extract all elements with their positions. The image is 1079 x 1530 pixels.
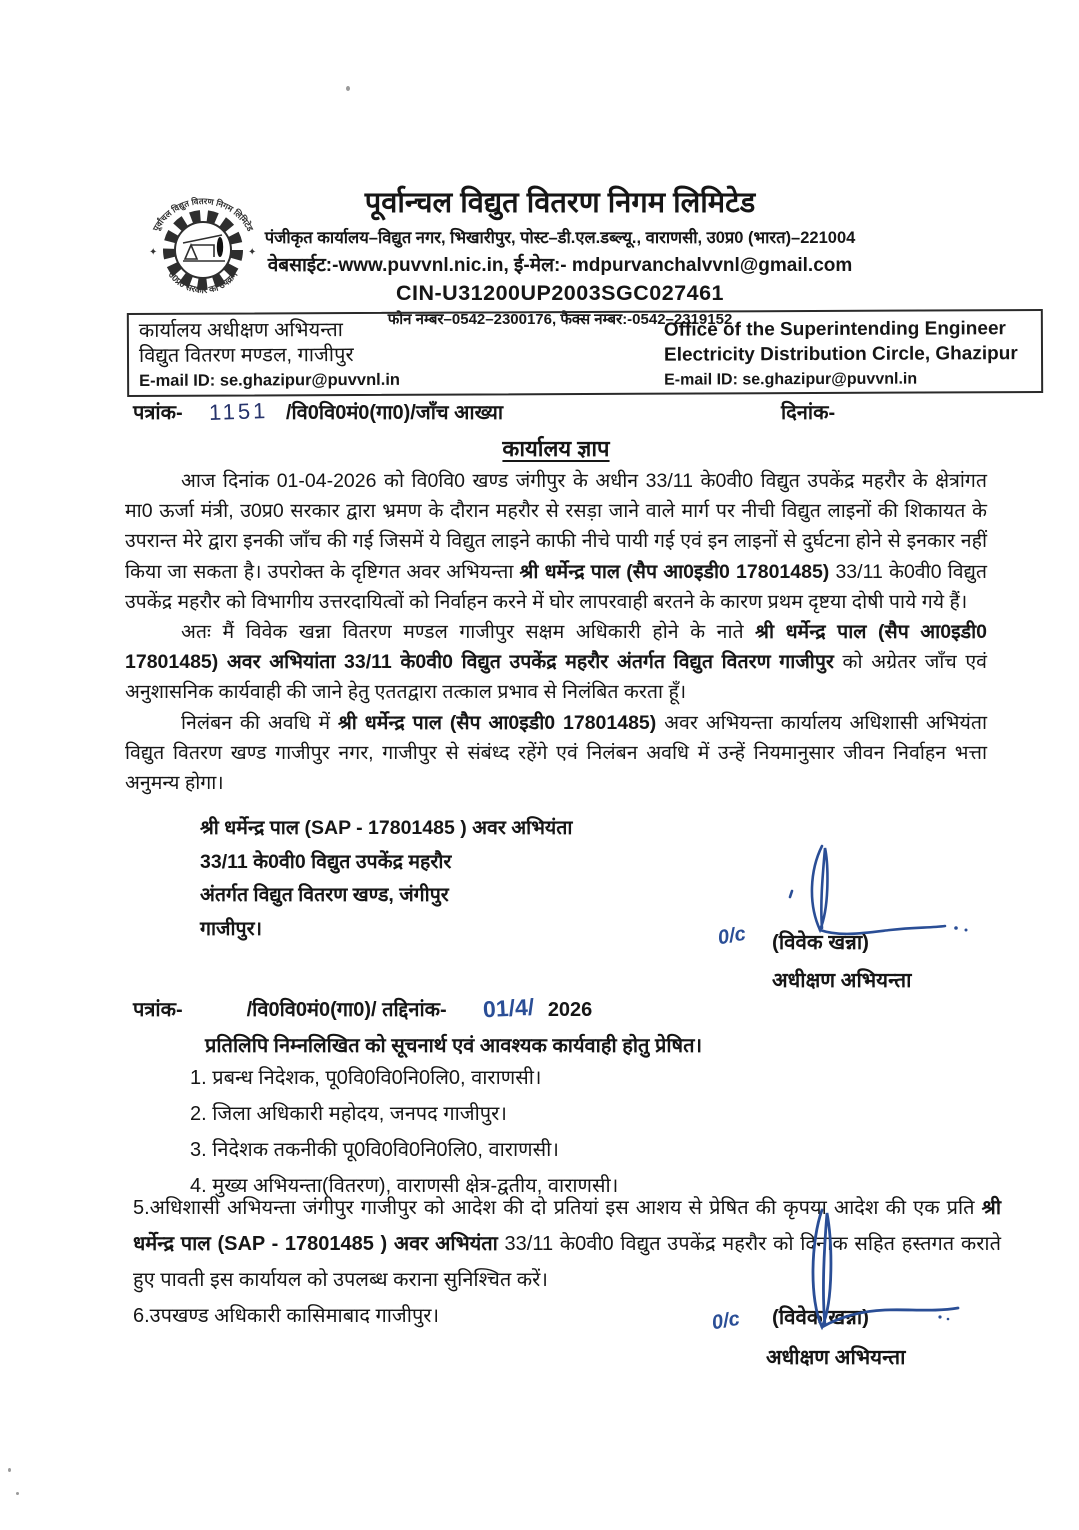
- paragraph-3-tail: अवर अभियन्ता कार्यालय अधिशासी अभियंता विद्युत वितरण खण्ड गाजीपुर नगर, गाजीपुर से संबंध्द रहेंगे एवं निलंबन अवधि में उन्हें नियमानुसार जीवन निर्वाहन भत्ता अनुमन्य होगा।: [125, 711, 987, 795]
- phone-fax-line: फोन नम्बर–0542–2300176, फैक्स नम्बर:-0542–2319152: [387, 311, 733, 328]
- office-info-box: [127, 309, 1043, 397]
- letter-number-handwritten: 1151: [208, 397, 269, 426]
- cc-item-3: 3. निदेशक तकनीकी पू0वि0वि0नि0लि0, वाराणसी।: [190, 1139, 559, 1161]
- office-hindi-line2: विद्युत वितरण मण्डल, गाजीपुर: [138, 344, 354, 367]
- paragraph-2: [125, 617, 987, 708]
- paragraph-3: [125, 708, 987, 799]
- cc-item-5-officer-bold: श्री धर्मेन्द्र पाल (SAP - 17801485 ) अवर अभियंता: [133, 1197, 1001, 1255]
- office-hindi-email: E-mail ID: se.ghazipur@puvvnl.in: [139, 370, 401, 390]
- letter-ref-label: पत्रांक-: [133, 402, 183, 424]
- copy-intro-line: प्रतिलिपि निम्नलिखित को सूचनार्थ एवं आवश्यक कार्यवाही होतु प्रेषित।: [205, 1035, 703, 1057]
- office-info-english: [664, 316, 1018, 393]
- copy-date-handwritten: 01/4/: [481, 993, 535, 1023]
- office-english-line1: Office of the Superintending Engineer: [663, 318, 1006, 341]
- suspended-officer-block: [200, 812, 572, 946]
- officer-name-bold-2: श्री धर्मेन्द्र पाल (सैप आ0इडी0 17801485) अवर अभियांता 33/11 के0वी0 विद्युत उपकेंद्र महरौर अंतर्गत विद्युत वितरण गाजीपुर: [125, 621, 987, 674]
- signature-icon-lower: [700, 1205, 1000, 1335]
- cc-item-1: 1. प्रबन्ध निदेशक, पू0वि0वि0नि0लि0, वाराणसी।: [190, 1067, 542, 1089]
- memo-title: कार्यालय ज्ञाप: [502, 436, 610, 461]
- cc-item-2: 2. जिला अधिकारी महोदय, जनपद गाजीपुर।: [190, 1103, 507, 1125]
- signatory-designation-upper: अधीक्षण अभियन्ता: [772, 969, 912, 992]
- signature-icon: [770, 840, 1000, 940]
- officer-name-bold: श्री धर्मेन्द्र पाल (सैप आ0इडी0 17801485): [519, 560, 830, 583]
- seal-star-right: ✦: [248, 247, 257, 258]
- officer-line-4: गाजीपुर।: [200, 917, 262, 940]
- signatory-name-lower: (विवेक खन्ना): [772, 1306, 869, 1329]
- cc-list: [190, 1060, 618, 1204]
- officer-line-3: अंतर्गत विद्युत वितरण खण्ड, जंगीपुर: [200, 884, 449, 906]
- paragraph-1: [125, 466, 987, 617]
- website-email-line: वेबसाईट:-www.puvvnl.nic.in, ई-मेल:- mdpurvanchalvvnl@gmail.com: [267, 255, 853, 276]
- letterhead: [250, 186, 870, 329]
- cc-item-6: 6.उपखण्ड अधिकारी कासिमाबाद गाजीपुर।: [133, 1305, 440, 1327]
- oc-handwritten-lower: 0/c: [710, 1307, 742, 1335]
- letter-body: [125, 466, 987, 798]
- cin-number: CIN-U31200UP2003SGC027461: [395, 281, 725, 305]
- signatory-designation-lower: अधीक्षण अभियन्ता: [766, 1346, 906, 1369]
- seal-star-left: ✦: [149, 247, 158, 258]
- paragraph-2-tail: को अग्रेतर जाँच एवं अनुशासनिक कार्यवाही की जाने हेतु एततद्वारा तत्काल प्रभाव से निलंबित करता हूँ।: [125, 651, 987, 704]
- office-english-line2: Electricity Distribution Circle, Ghazipur: [663, 343, 1018, 366]
- cc-item-5-tail: 33/11 के0वी0 विद्युत उपकेंद्र महरौर को दिनांक सहित हस्तगत कराते हुए पावती इस कार्यायल को उपलब्ध कराना सुनिश्चित करें।: [133, 1233, 1001, 1291]
- office-hindi-line1: कार्यालय अधीक्षण अभियन्ता: [138, 319, 343, 342]
- svg-text:पूर्वांचल विद्युत वितरण निगम ल: पूर्वांचल विद्युत वितरण निगम लिमिटेड: [150, 195, 256, 233]
- copy-ref-text: /वि0वि0मं0(गा0)/ तद्दिनांक-: [246, 999, 447, 1021]
- oc-handwritten-upper: 0/c: [716, 922, 748, 950]
- signatory-name-upper: (विवेक खन्ना): [772, 931, 869, 954]
- copy-year: 2026: [547, 999, 593, 1021]
- letter-ref-text: /वि0वि0मं0(गा0)/जाँच आख्या: [285, 402, 504, 424]
- copy-ref-line: [133, 995, 1003, 1022]
- office-english-email: E-mail ID: se.ghazipur@puvvnl.in: [664, 370, 918, 389]
- paragraph-1-tail: 33/11 के0वी0 विद्युत उपकेंद्र महरौर को विभागीय उत्तरदायित्वों को निर्वाहन करने में घोर लापरवाही बरतने के कारण प्रथम दृष्टया दोषी पाये गये हैं।: [125, 560, 987, 613]
- scan-speck: [346, 86, 350, 91]
- paragraph-3-text: निलंबन की अवधि में: [181, 711, 338, 734]
- officer-line-2: 33/11 के0वी0 विद्युत उपकेंद्र महरौर: [200, 850, 452, 873]
- cc-item-4: 4. मुख्य अभियन्ता(वितरण), वाराणसी क्षेत्र-द्वतीय, वाराणसी।: [190, 1175, 619, 1197]
- officer-line-1: श्री धर्मेन्द्र पाल (SAP - 17801485 ) अवर अभियंता: [200, 817, 573, 839]
- paragraph-1-text: आज दिनांक 01-04-2026 को वि0वि0 खण्ड जंगीपुर के अधीन 33/11 के0वी0 विद्युत उपकेंद्र महरौर के क्षेत्रांगत मा0 ऊर्जा मंत्री, उ0प्र0 सरकार द्वारा भ्रमण के दौरान महरौर से रसड़ा जाने वाले मार्ग पर नीची विद्युत लाइनों की शिकायत के उपरान्त मेरे द्वारा इनकी जाँच की गई जिसमें ये विद्युत लाइने काफी नीचे पायी गई एवं इन लाइनों से दुर्घटना होने से इनकार नहीं किया जा सकता है। उपरोक्त के दृष्टिगत अवर अभियन्ता: [125, 470, 987, 583]
- scan-speck: [8, 1468, 11, 1472]
- letter-ref-line: [133, 398, 1003, 425]
- copy-ref-label: पत्रांक-: [133, 999, 183, 1021]
- paragraph-2-text: अतः मैं विवेक खन्ना वितरण मण्डल गाजीपुर सक्षम अधिकारी होने के नाते: [181, 621, 756, 644]
- scan-speck: [16, 1492, 19, 1495]
- organization-name: पूर्वान्चल विद्युत वितरण निगम लिमिटेड: [364, 187, 756, 219]
- cc-item-5-text: 5.अधिशासी अभियन्ता जंगीपुर गाजीपुर को आदेश की दो प्रतियां इस आशय से प्रेषित की कृपया आदेश की एक प्रति: [133, 1197, 982, 1219]
- signature-block-lower: [700, 1205, 1040, 1395]
- office-info-hindi: [139, 318, 400, 394]
- date-label: दिनांक-: [781, 402, 836, 424]
- svg-text:उ0प्र0 सरकार का उपक्रम: उ0प्र0 सरकार का उपक्रम: [166, 269, 240, 296]
- officer-name-bold-3: श्री धर्मेन्द्र पाल (सैप आ0इडी0 17801485): [338, 711, 657, 734]
- seal-ink-blob: [217, 237, 223, 257]
- registered-office-line: पंजीकृत कार्यालय–विद्युत नगर, भिखारीपुर, पोस्ट–डी.एल.डब्ल्यू., वाराणसी, उ0प्र0 (भारत)–221004: [264, 229, 856, 247]
